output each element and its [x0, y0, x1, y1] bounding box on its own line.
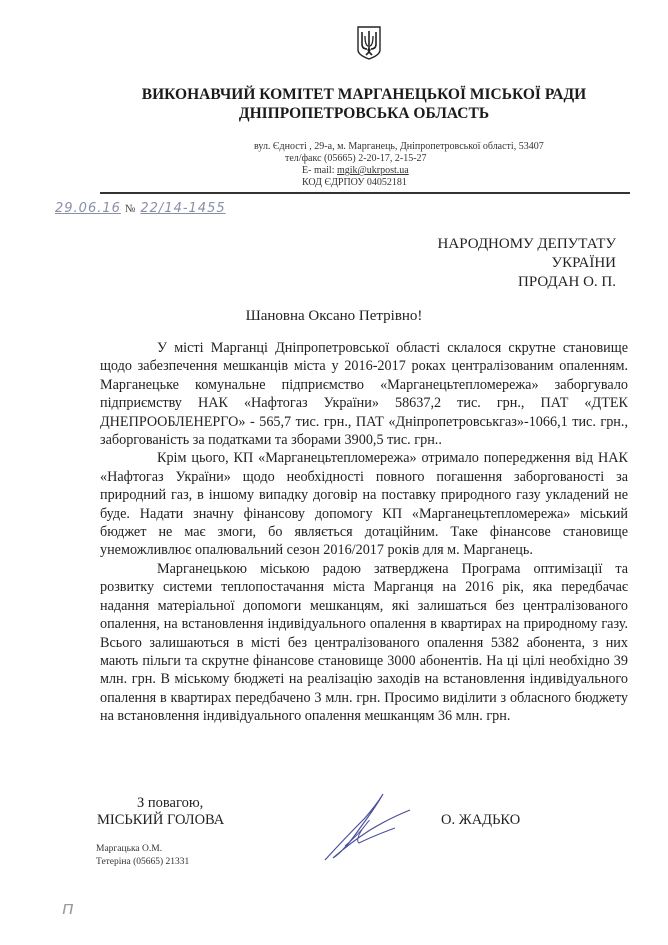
handwritten-mark-text: п	[62, 898, 74, 919]
org-email-line	[302, 165, 409, 178]
executor-line1: Маргацька О.М.	[96, 844, 163, 854]
org-edrpou: КОД ЄДРПОУ 04052181	[302, 177, 407, 188]
body-paragraph: Крім цього, КП «Марганецьтепломережа» отримало попередження від НАК «Нафтогаз України» щодо необхідності повного погашення заборгованості за природний газ, в іншому випадку договір на поставку природного газу укладений не буде. Надати значну фінансову допомогу КП «Марганецьтепломережа» міський бюджет не має змоги, бо являється дотаційним. Таке фінансове становище унеможливлює опалювальний сезон 2016/2017 років для м. Марганець.	[100, 450, 628, 559]
org-name-line2: ДНІПРОПЕТРОВСЬКА ОБЛАСТЬ	[238, 105, 490, 122]
number-label: №	[124, 203, 137, 215]
email-label: E- mail:	[302, 165, 337, 176]
addressee-line3: ПРОДАН О. П.	[517, 274, 616, 290]
ukraine-coat-of-arms-icon	[356, 26, 382, 60]
greeting: Шановна Оксано Петрівно!	[245, 308, 423, 324]
registration-number: 22/14-1455	[140, 201, 226, 216]
executor-line2: Тетеріна (05665) 21331	[96, 857, 190, 867]
org-address: вул. Єдності , 29-а, м. Марганець, Дніпропетровської області, 53407	[254, 141, 544, 152]
addressee-line2: УКРАЇНИ	[551, 255, 616, 271]
letterhead-separator	[100, 192, 630, 194]
org-name-line1: ВИКОНАВЧИЙ КОМІТЕТ МАРГАНЕЦЬКОЇ МІСЬКОЇ РАДИ	[141, 86, 587, 103]
body-paragraph: Марганецькою міською радою затверджена Програма оптимізації та розвитку системи теплопостачання міста Марганця на 2016 рік, яка передбачає надання матеріальної допомоги мешканцям, які залишаться без централізованого опалення, на встановлення індивідуального опалення в квартирах на природному газу. Всього залишаються в місті без централізованого опалення 5382 абонента, з них мають пільги та скрутне фінансове становище 3000 абонентів. На ці цілі необхідно 39 млн. грн. В міському бюджеті на реалізацію заходів на встановлення індивідуального опалення в квартирах передбачено 3 млн. грн. Просимо виділити з обласного бюджету на встановлення індивідуального опалення мешканцям 36 млн. грн.	[100, 560, 628, 725]
handwritten-mark	[62, 898, 84, 920]
org-phone-fax: тел/факс (05665) 2-20-17, 2-15-27	[285, 153, 427, 164]
email-link[interactable]: mgik@ukrpost.ua	[337, 165, 409, 176]
closing-regards: З повагою,	[137, 795, 204, 811]
signer-name: О. ЖАДЬКО	[441, 812, 521, 828]
letter-body	[100, 339, 628, 726]
body-paragraph: У місті Марганці Дніпропетровської області склалося скрутне становище щодо забезпечення мешканців міста у 2016-2017 роках централізованим опаленням. Марганецьке комунальне підприємство «Марганецьтепломережа» заборгувало підприємству НАК «Нафтогаз України» 58637,2 тис. грн., ПАТ «ДТЕК ДНЕПРООБЛЕНЕРГО» - 565,7 тис. грн., ПАТ «Дніпропетровськгаз»-1066,1 тис. грн., заборгованість за податками та зборами 3900,5 тис. грн..	[100, 340, 628, 449]
signature-icon	[315, 788, 425, 868]
registration-date: 29.06.16	[55, 201, 121, 216]
addressee-line1: НАРОДНОМУ ДЕПУТАТУ	[437, 236, 616, 252]
signer-position: МІСЬКИЙ ГОЛОВА	[97, 812, 225, 828]
registration-line	[55, 201, 226, 216]
